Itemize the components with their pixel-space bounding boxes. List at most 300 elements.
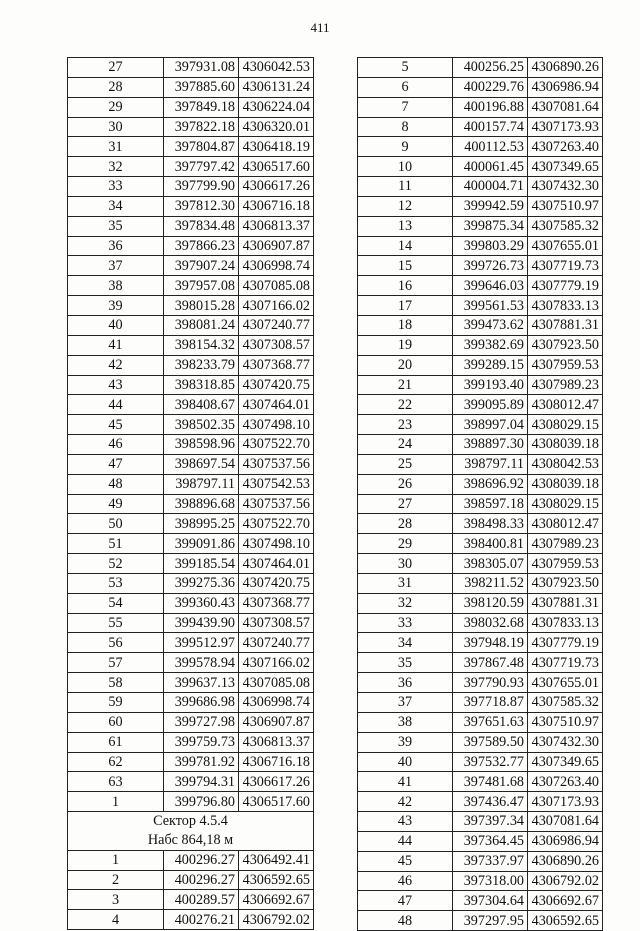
y-coordinate-cell: 4307368.77 [239,593,314,613]
x-coordinate-cell: 397481.68 [453,772,528,792]
point-number-cell: 34 [68,196,164,216]
point-number-cell: 32 [68,157,164,177]
table-row [68,693,314,713]
x-coordinate-cell: 398997.04 [453,415,528,435]
point-number-cell: 31 [358,573,453,593]
y-coordinate-cell: 4306907.87 [239,236,314,256]
point-number-cell: 63 [68,772,164,792]
x-coordinate-cell: 399185.54 [164,554,239,574]
table-row [68,296,314,316]
x-coordinate-cell: 397318.00 [453,871,528,891]
x-coordinate-cell: 398211.52 [453,573,528,593]
x-coordinate-cell: 398120.59 [453,593,528,613]
x-coordinate-cell: 400289.57 [164,890,239,910]
table-row [68,276,314,296]
y-coordinate-cell: 4308012.47 [528,514,603,534]
point-number-cell: 57 [68,653,164,673]
y-coordinate-cell: 4307081.64 [528,97,603,117]
table-row [68,752,314,772]
point-number-cell: 16 [358,276,453,296]
y-coordinate-cell: 4307833.13 [528,296,603,316]
table-row [358,395,603,415]
x-coordinate-cell: 398797.11 [164,474,239,494]
table-row [68,395,314,415]
point-number-cell: 52 [68,554,164,574]
y-coordinate-cell: 4306517.60 [239,157,314,177]
point-number-cell: 24 [358,435,453,455]
x-coordinate-cell: 400196.88 [453,97,528,117]
point-number-cell: 35 [68,216,164,236]
x-coordinate-cell: 399091.86 [164,534,239,554]
x-coordinate-cell: 399781.92 [164,752,239,772]
point-number-cell: 44 [68,395,164,415]
y-coordinate-cell: 4307655.01 [528,236,603,256]
x-coordinate-cell: 398154.32 [164,335,239,355]
point-number-cell: 9 [358,137,453,157]
x-coordinate-cell: 399637.13 [164,673,239,693]
table-row [68,712,314,732]
point-number-cell: 45 [68,415,164,435]
y-coordinate-cell: 4307349.65 [528,157,603,177]
point-number-cell: 38 [358,712,453,732]
table-row [68,534,314,554]
point-number-cell: 42 [68,355,164,375]
point-number-cell: 18 [358,315,453,335]
table-row [358,772,603,792]
point-number-cell: 22 [358,395,453,415]
table-row [358,216,603,236]
y-coordinate-cell: 4307522.70 [239,514,314,534]
x-coordinate-cell: 397885.60 [164,77,239,97]
table-row [68,97,314,117]
point-number-cell: 39 [358,732,453,752]
y-coordinate-cell: 4307432.30 [528,177,603,197]
y-coordinate-cell: 4307537.56 [239,454,314,474]
y-coordinate-cell: 4307833.13 [528,613,603,633]
y-coordinate-cell: 4306890.26 [528,851,603,871]
y-coordinate-cell: 4308029.15 [528,494,603,514]
x-coordinate-cell: 397790.93 [453,673,528,693]
y-coordinate-cell: 4307240.77 [239,633,314,653]
y-coordinate-cell: 4306418.19 [239,137,314,157]
point-number-cell: 46 [358,871,453,891]
table-row [358,137,603,157]
x-coordinate-cell: 399561.53 [453,296,528,316]
x-coordinate-cell: 399875.34 [453,216,528,236]
y-coordinate-cell: 4307420.75 [239,573,314,593]
point-number-cell: 45 [358,851,453,871]
table-row [358,196,603,216]
table-row [358,276,603,296]
x-coordinate-cell: 398305.07 [453,554,528,574]
y-coordinate-cell: 4306592.65 [239,870,314,890]
table-row [68,157,314,177]
sector-area-row [68,831,314,850]
table-row [68,177,314,197]
x-coordinate-cell: 399803.29 [453,236,528,256]
point-number-cell: 39 [68,296,164,316]
point-number-cell: 60 [68,712,164,732]
table-row [358,454,603,474]
x-coordinate-cell: 399578.94 [164,653,239,673]
y-coordinate-cell: 4306131.24 [239,77,314,97]
x-coordinate-cell: 397397.34 [453,812,528,832]
table-row [68,732,314,752]
table-row [68,435,314,455]
table-row [68,415,314,435]
y-coordinate-cell: 4307464.01 [239,395,314,415]
y-coordinate-cell: 4306617.26 [239,177,314,197]
point-number-cell: 34 [358,633,453,653]
y-coordinate-cell: 4307349.65 [528,752,603,772]
point-number-cell: 48 [68,474,164,494]
table-row [358,891,603,911]
table-row [68,335,314,355]
y-coordinate-cell: 4307959.53 [528,554,603,574]
table-row [358,177,603,197]
table-row [68,77,314,97]
point-number-cell: 30 [68,117,164,137]
y-coordinate-cell: 4307173.93 [528,117,603,137]
x-coordinate-cell: 397866.23 [164,236,239,256]
y-coordinate-cell: 4307464.01 [239,554,314,574]
y-coordinate-cell: 4308039.18 [528,474,603,494]
table-row [358,653,603,673]
point-number-cell: 29 [358,534,453,554]
sector-area: Набс 864,18 м [68,831,314,850]
point-number-cell: 49 [68,494,164,514]
y-coordinate-cell: 4306592.65 [528,911,603,931]
x-coordinate-cell: 398032.68 [453,613,528,633]
table-row [68,315,314,335]
x-coordinate-cell: 399796.80 [164,792,239,812]
point-number-cell: 61 [68,732,164,752]
table-row [68,850,314,870]
point-number-cell: 62 [68,752,164,772]
sector-title-row [68,812,314,831]
x-coordinate-cell: 399382.69 [453,335,528,355]
table-row [358,435,603,455]
y-coordinate-cell: 4307585.32 [528,216,603,236]
point-number-cell: 4 [68,910,164,930]
x-coordinate-cell: 400276.21 [164,910,239,930]
table-row [68,890,314,910]
table-row [358,752,603,772]
table-row [358,514,603,534]
y-coordinate-cell: 4306716.18 [239,752,314,772]
y-coordinate-cell: 4307085.08 [239,673,314,693]
point-number-cell: 32 [358,593,453,613]
point-number-cell: 58 [68,673,164,693]
x-coordinate-cell: 397718.87 [453,693,528,713]
table-row [358,117,603,137]
table-row [358,355,603,375]
y-coordinate-cell: 4307240.77 [239,315,314,335]
x-coordinate-cell: 397337.97 [453,851,528,871]
table-row [68,216,314,236]
point-number-cell: 47 [358,891,453,911]
left-coordinates-table [67,57,314,930]
point-number-cell: 43 [358,812,453,832]
table-row [358,335,603,355]
x-coordinate-cell: 397931.08 [164,58,239,78]
y-coordinate-cell: 4307263.40 [528,772,603,792]
y-coordinate-cell: 4306986.94 [528,831,603,851]
y-coordinate-cell: 4306998.74 [239,256,314,276]
point-number-cell: 11 [358,177,453,197]
table-row [68,613,314,633]
y-coordinate-cell: 4307510.97 [528,196,603,216]
x-coordinate-cell: 400296.27 [164,850,239,870]
y-coordinate-cell: 4306986.94 [528,77,603,97]
x-coordinate-cell: 397834.48 [164,216,239,236]
y-coordinate-cell: 4307510.97 [528,712,603,732]
table-row [68,633,314,653]
point-number-cell: 1 [68,792,164,812]
table-row [358,494,603,514]
y-coordinate-cell: 4306224.04 [239,97,314,117]
table-row [358,315,603,335]
x-coordinate-cell: 397804.87 [164,137,239,157]
y-coordinate-cell: 4307522.70 [239,435,314,455]
point-number-cell: 40 [358,752,453,772]
point-number-cell: 1 [68,850,164,870]
point-number-cell: 37 [68,256,164,276]
point-number-cell: 36 [68,236,164,256]
sector-title: Сектор 4.5.4 [68,812,314,831]
point-number-cell: 8 [358,117,453,137]
table-row [68,355,314,375]
point-number-cell: 51 [68,534,164,554]
table-row [358,415,603,435]
point-number-cell: 43 [68,375,164,395]
point-number-cell: 10 [358,157,453,177]
x-coordinate-cell: 397651.63 [453,712,528,732]
x-coordinate-cell: 397532.77 [453,752,528,772]
x-coordinate-cell: 398597.18 [453,494,528,514]
point-number-cell: 6 [358,77,453,97]
x-coordinate-cell: 399289.15 [453,355,528,375]
point-number-cell: 37 [358,693,453,713]
x-coordinate-cell: 398696.92 [453,474,528,494]
point-number-cell: 30 [358,554,453,574]
table-row [68,256,314,276]
y-coordinate-cell: 4306692.67 [528,891,603,911]
x-coordinate-cell: 399193.40 [453,375,528,395]
x-coordinate-cell: 397297.95 [453,911,528,931]
table-row [68,117,314,137]
table-row [68,474,314,494]
table-row [68,573,314,593]
point-number-cell: 2 [68,870,164,890]
table-row [68,554,314,574]
x-coordinate-cell: 398797.11 [453,454,528,474]
point-number-cell: 27 [68,58,164,78]
point-number-cell: 28 [68,77,164,97]
x-coordinate-cell: 397304.64 [453,891,528,911]
y-coordinate-cell: 4307779.19 [528,633,603,653]
y-coordinate-cell: 4307166.02 [239,296,314,316]
x-coordinate-cell: 399646.03 [453,276,528,296]
x-coordinate-cell: 400061.45 [453,157,528,177]
table-row [68,870,314,890]
x-coordinate-cell: 399942.59 [453,196,528,216]
y-coordinate-cell: 4307989.23 [528,375,603,395]
y-coordinate-cell: 4306813.37 [239,216,314,236]
x-coordinate-cell: 398598.96 [164,435,239,455]
point-number-cell: 17 [358,296,453,316]
y-coordinate-cell: 4306792.02 [239,910,314,930]
right-coordinates-table [357,57,603,931]
y-coordinate-cell: 4306813.37 [239,732,314,752]
y-coordinate-cell: 4307989.23 [528,534,603,554]
point-number-cell: 48 [358,911,453,931]
table-row [358,693,603,713]
point-number-cell: 41 [358,772,453,792]
y-coordinate-cell: 4306890.26 [528,58,603,78]
x-coordinate-cell: 400157.74 [453,117,528,137]
x-coordinate-cell: 397867.48 [453,653,528,673]
y-coordinate-cell: 4307308.57 [239,335,314,355]
y-coordinate-cell: 4306792.02 [528,871,603,891]
table-row [68,792,314,812]
table-row [358,534,603,554]
point-number-cell: 44 [358,831,453,851]
point-number-cell: 23 [358,415,453,435]
y-coordinate-cell: 4307923.50 [528,573,603,593]
y-coordinate-cell: 4306692.67 [239,890,314,910]
table-row [358,673,603,693]
point-number-cell: 38 [68,276,164,296]
y-coordinate-cell: 4306492.41 [239,850,314,870]
y-coordinate-cell: 4308012.47 [528,395,603,415]
y-coordinate-cell: 4307585.32 [528,693,603,713]
table-row [358,831,603,851]
table-row [68,910,314,930]
table-row [358,792,603,812]
table-row [68,593,314,613]
table-row [358,871,603,891]
point-number-cell: 7 [358,97,453,117]
x-coordinate-cell: 400296.27 [164,870,239,890]
y-coordinate-cell: 4307881.31 [528,315,603,335]
point-number-cell: 47 [68,454,164,474]
y-coordinate-cell: 4307081.64 [528,812,603,832]
y-coordinate-cell: 4306617.26 [239,772,314,792]
point-number-cell: 19 [358,335,453,355]
y-coordinate-cell: 4307923.50 [528,335,603,355]
point-number-cell: 28 [358,514,453,534]
table-row [68,196,314,216]
point-number-cell: 36 [358,673,453,693]
table-row [358,712,603,732]
x-coordinate-cell: 399473.62 [453,315,528,335]
y-coordinate-cell: 4306907.87 [239,712,314,732]
x-coordinate-cell: 399726.73 [453,256,528,276]
table-row [68,673,314,693]
table-row [68,58,314,78]
point-number-cell: 14 [358,236,453,256]
y-coordinate-cell: 4306517.60 [239,792,314,812]
point-number-cell: 54 [68,593,164,613]
x-coordinate-cell: 398897.30 [453,435,528,455]
x-coordinate-cell: 399512.97 [164,633,239,653]
point-number-cell: 26 [358,474,453,494]
y-coordinate-cell: 4307498.10 [239,415,314,435]
point-number-cell: 29 [68,97,164,117]
table-row [358,812,603,832]
point-number-cell: 33 [68,177,164,197]
table-row [358,732,603,752]
x-coordinate-cell: 399794.31 [164,772,239,792]
y-coordinate-cell: 4308039.18 [528,435,603,455]
y-coordinate-cell: 4306998.74 [239,693,314,713]
y-coordinate-cell: 4307085.08 [239,276,314,296]
table-row [68,137,314,157]
x-coordinate-cell: 400229.76 [453,77,528,97]
x-coordinate-cell: 397589.50 [453,732,528,752]
table-row [68,514,314,534]
y-coordinate-cell: 4307779.19 [528,276,603,296]
point-number-cell: 25 [358,454,453,474]
y-coordinate-cell: 4307420.75 [239,375,314,395]
table-row [358,593,603,613]
x-coordinate-cell: 397822.18 [164,117,239,137]
table-row [68,494,314,514]
x-coordinate-cell: 397948.19 [453,633,528,653]
table-row [358,851,603,871]
x-coordinate-cell: 398233.79 [164,355,239,375]
x-coordinate-cell: 399686.98 [164,693,239,713]
x-coordinate-cell: 397799.90 [164,177,239,197]
x-coordinate-cell: 399275.36 [164,573,239,593]
x-coordinate-cell: 397812.30 [164,196,239,216]
table-row [358,573,603,593]
x-coordinate-cell: 400112.53 [453,137,528,157]
table-row [68,772,314,792]
x-coordinate-cell: 399727.98 [164,712,239,732]
point-number-cell: 41 [68,335,164,355]
table-row [358,613,603,633]
x-coordinate-cell: 397436.47 [453,792,528,812]
point-number-cell: 21 [358,375,453,395]
y-coordinate-cell: 4307368.77 [239,355,314,375]
point-number-cell: 40 [68,315,164,335]
x-coordinate-cell: 397907.24 [164,256,239,276]
y-coordinate-cell: 4307959.53 [528,355,603,375]
table-row [358,633,603,653]
y-coordinate-cell: 4307719.73 [528,256,603,276]
table-row [358,236,603,256]
x-coordinate-cell: 398498.33 [453,514,528,534]
x-coordinate-cell: 400256.25 [453,58,528,78]
table-row [358,256,603,276]
x-coordinate-cell: 399360.43 [164,593,239,613]
x-coordinate-cell: 399095.89 [453,395,528,415]
x-coordinate-cell: 398995.25 [164,514,239,534]
y-coordinate-cell: 4308042.53 [528,454,603,474]
x-coordinate-cell: 400004.71 [453,177,528,197]
table-row [358,296,603,316]
point-number-cell: 33 [358,613,453,633]
x-coordinate-cell: 399759.73 [164,732,239,752]
point-number-cell: 59 [68,693,164,713]
table-row [68,236,314,256]
point-number-cell: 13 [358,216,453,236]
y-coordinate-cell: 4306042.53 [239,58,314,78]
y-coordinate-cell: 4307719.73 [528,653,603,673]
point-number-cell: 12 [358,196,453,216]
